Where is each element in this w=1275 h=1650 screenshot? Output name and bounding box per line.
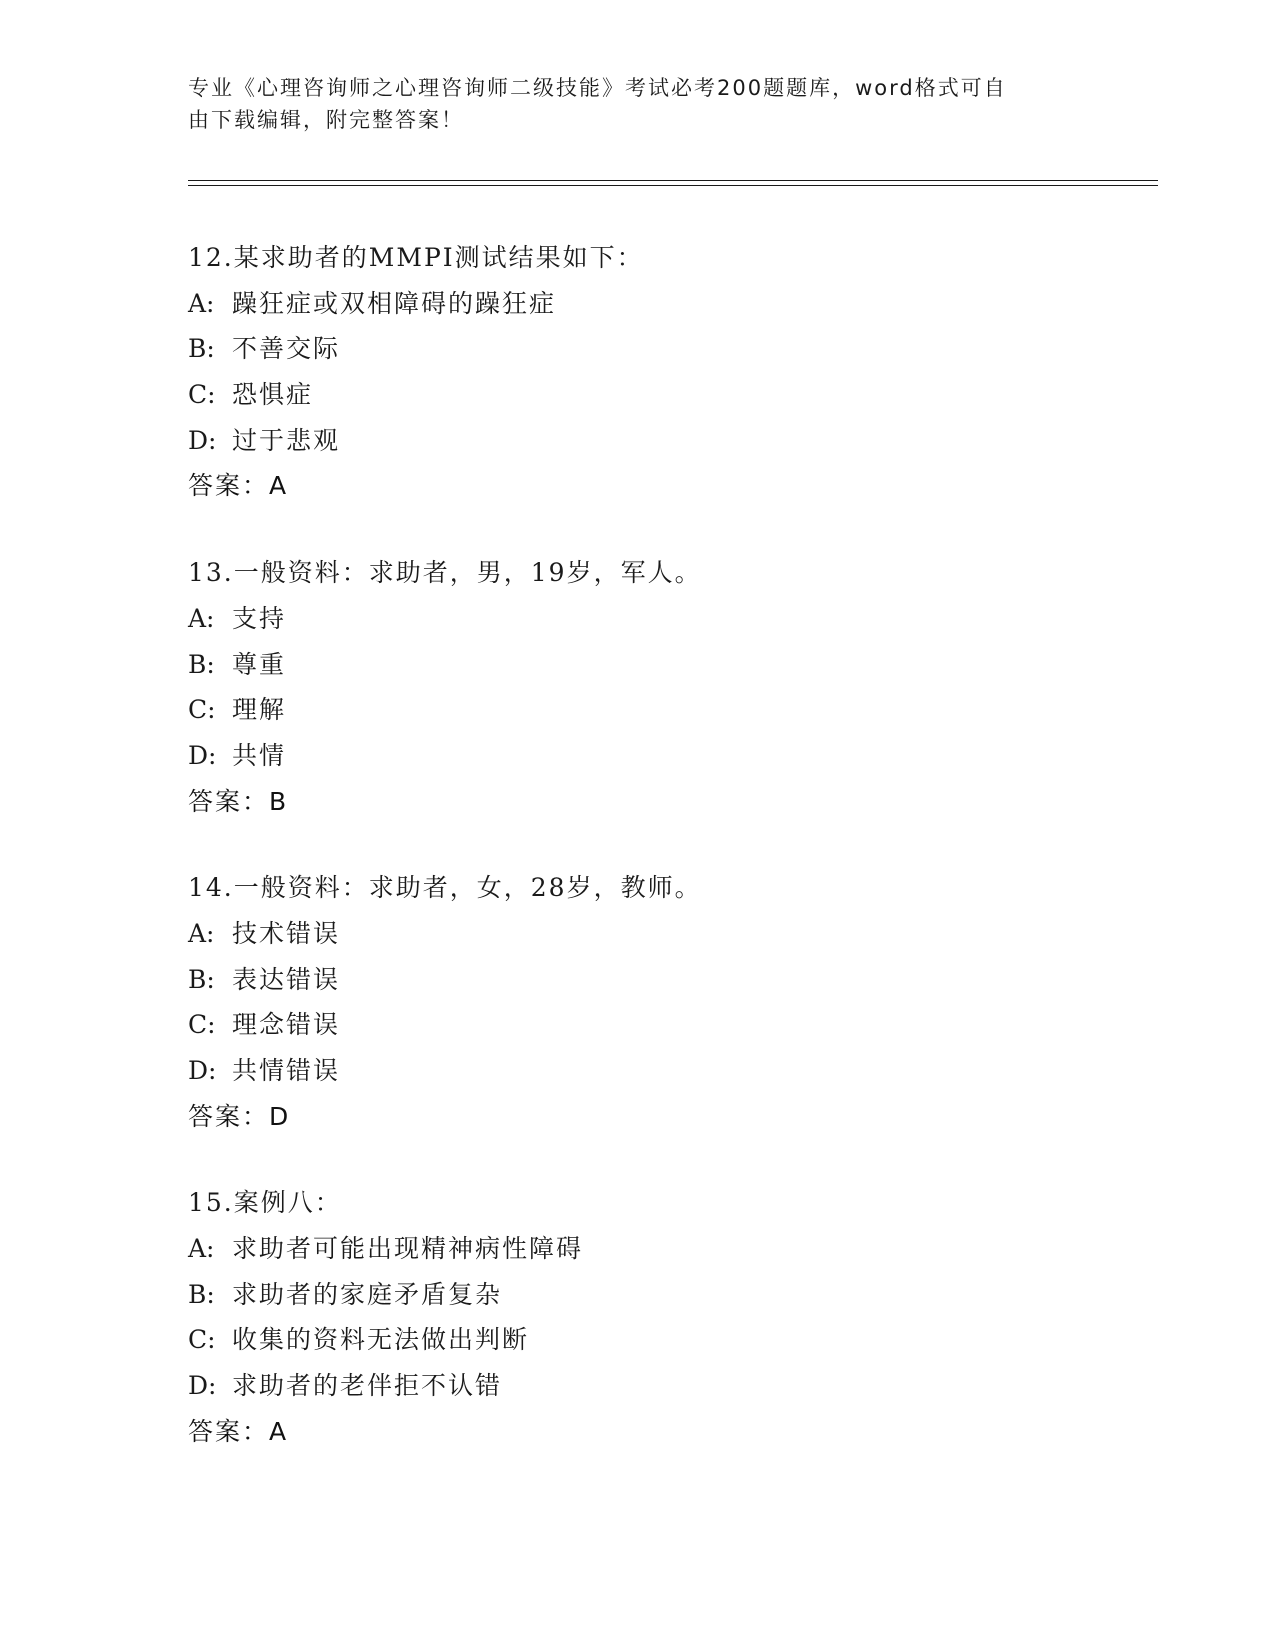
- option-text: 不善交际: [232, 334, 341, 364]
- question-stem: 14.一般资料：求助者，女，28岁，教师。: [188, 873, 702, 903]
- option-c: [188, 1002, 1148, 1048]
- question-list: [188, 235, 1148, 1496]
- option-label: D:: [188, 1371, 217, 1401]
- option-a: [188, 911, 1148, 957]
- option-label: B:: [188, 334, 215, 364]
- option-label: A:: [188, 1234, 215, 1264]
- header-line-1: 专业《心理咨询师之心理咨询师二级技能》考试必考200题题库，word格式可自: [188, 76, 1007, 100]
- option-text: 恐惧症: [232, 380, 314, 410]
- question-stem: 15.案例八：: [188, 1188, 342, 1218]
- option-label: D:: [188, 1056, 217, 1085]
- option-b: [188, 642, 1148, 688]
- option-c: [188, 1317, 1148, 1363]
- answer-line: 答案：D: [188, 1101, 291, 1131]
- header-divider-bottom: [188, 185, 1158, 186]
- option-a: [188, 1226, 1148, 1272]
- option-label: A:: [188, 918, 215, 948]
- option-text: 过于悲观: [232, 425, 341, 455]
- option-a: [188, 281, 1148, 327]
- header-line-2: 由下载编辑，附完整答案！: [188, 108, 464, 132]
- question-stem: 12.某求助者的MMPI测试结果如下：: [188, 243, 644, 272]
- document-header: [188, 72, 1068, 136]
- option-label: A:: [188, 288, 215, 318]
- answer-line: 答案：A: [188, 471, 289, 501]
- option-d: [188, 1048, 1148, 1094]
- option-text: 技术错误: [232, 918, 341, 948]
- header-divider-top: [188, 180, 1158, 181]
- option-label: D:: [188, 425, 217, 455]
- option-label: B:: [188, 1279, 215, 1309]
- answer-line: 答案：B: [188, 786, 289, 816]
- question-12: [188, 235, 1148, 509]
- option-text: 理解: [232, 695, 287, 725]
- option-label: B:: [188, 964, 215, 994]
- question-14: [188, 865, 1148, 1139]
- option-label: C:: [188, 695, 216, 725]
- option-text: 理念错误: [232, 1010, 341, 1040]
- option-text: 求助者的老伴拒不认错: [232, 1371, 503, 1401]
- option-text: 求助者可能出现精神病性障碍: [232, 1234, 584, 1264]
- question-stem: 13.一般资料：求助者，男，19岁，军人。: [188, 558, 702, 588]
- option-text: 求助者的家庭矛盾复杂: [232, 1279, 503, 1309]
- option-c: [188, 687, 1148, 733]
- option-text: 收集的资料无法做出判断: [232, 1325, 530, 1355]
- option-c: [188, 372, 1148, 418]
- answer-line: 答案：A: [188, 1416, 289, 1446]
- option-label: C:: [188, 1325, 216, 1355]
- option-text: 支持: [232, 603, 287, 633]
- option-label: D:: [188, 740, 217, 770]
- option-text: 共情错误: [232, 1056, 341, 1085]
- option-label: C:: [188, 1010, 216, 1040]
- option-text: 共情: [232, 740, 287, 770]
- question-15: [188, 1180, 1148, 1454]
- option-text: 躁狂症或双相障碍的躁狂症: [232, 288, 557, 318]
- option-text: 尊重: [232, 649, 287, 679]
- option-d: [188, 418, 1148, 464]
- option-b: [188, 1272, 1148, 1318]
- option-d: [188, 733, 1148, 779]
- option-a: [188, 596, 1148, 642]
- option-b: [188, 957, 1148, 1003]
- option-label: A:: [188, 603, 215, 633]
- option-label: B:: [188, 649, 215, 679]
- option-label: C:: [188, 380, 216, 410]
- option-b: [188, 326, 1148, 372]
- question-13: [188, 550, 1148, 824]
- option-text: 表达错误: [232, 964, 341, 994]
- option-d: [188, 1363, 1148, 1409]
